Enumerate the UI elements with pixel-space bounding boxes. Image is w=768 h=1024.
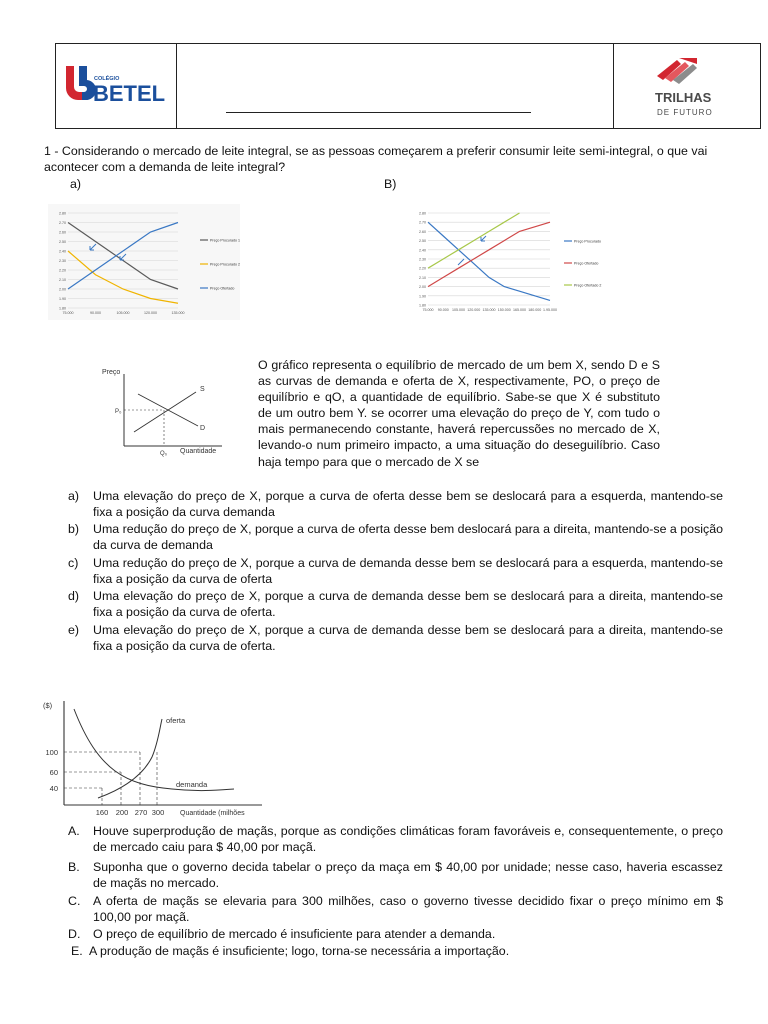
- trilhas-arrowhead-icon: [679, 58, 697, 64]
- apples-demand-label: demanda: [176, 780, 208, 789]
- chartB-xtick: 150.000: [497, 308, 511, 312]
- partner-line2: DE FUTURO: [657, 108, 713, 117]
- chart-apples: [40, 697, 270, 819]
- document-header: [55, 43, 761, 129]
- question-2-paragraph: O gráfico representa o equilíbrio de mercado de um bem X, sendo D e S as curvas de demanda e oferta de X, respectivamente, PO, o preço de equilíbrio e qO, a quantidade de equilíbrio. Sabe-se que X é substituto de um outro bem Y. se ocorrer uma elevação do preço de Y, com tudo o mais permanecendo constante, haverá repercussões no mercado de X, levando-o num primeiro impacto, a uma situação do deseguilíbrio. Caso haja tempo para que o mercado de X se: [258, 358, 660, 469]
- chartA-ytick: 1.90: [59, 297, 66, 301]
- chartA-ytick: 1.80: [59, 306, 66, 311]
- q3-option-text: Suponha que o governo decida tabelar o preço da maça em $ 40,00 por unidade; nesse caso, haveria escassez de maçãs no mercado.: [93, 860, 723, 891]
- q3-option-key: A.: [68, 824, 80, 838]
- q3-option-b[interactable]: [68, 859, 723, 891]
- partner-line1: TRILHAS: [655, 90, 712, 105]
- apples-xtick: 200: [115, 808, 129, 817]
- sd-demand-label: D: [200, 425, 206, 432]
- chartB-xtick: 75.000: [422, 308, 434, 312]
- chartB-xtick: 1.95.000: [543, 308, 557, 312]
- chartB-ytick: 2.60: [419, 229, 426, 234]
- q2-option-b[interactable]: [68, 521, 723, 553]
- chartA-legend-label: Preço Ofertado: [210, 286, 235, 291]
- chartB-xtick: 90.000: [437, 308, 449, 312]
- sd-eq-price-label: P₀: [115, 409, 122, 415]
- q2-option-text: Uma elevação do preço de X, porque a curva de demanda desse bem se deslocará para a direita, mantendo-se fixa a posição da curva de oferta.: [93, 623, 723, 654]
- apples-ylabel: ($): [43, 701, 53, 710]
- q2-option-key: c): [68, 556, 79, 570]
- q2-option-d[interactable]: [68, 588, 723, 620]
- chartA-xtick: 120.000: [144, 311, 157, 315]
- partner-logo-cell: [613, 44, 759, 127]
- sd-ylabel: Preço: [102, 369, 121, 376]
- q2-option-text: Uma elevação do preço de X, porque a curva de oferta desse bem se deslocará para a esquerda, mantendo-se fixa a posição da curva demanda: [93, 489, 723, 520]
- chartA-ytick: 2.20: [59, 268, 66, 273]
- apples-xlabel: Quantidade (milhões: [180, 810, 245, 817]
- q3-option-c[interactable]: [68, 893, 723, 925]
- apples-ytick: 100: [45, 748, 58, 757]
- chartB-xtick: 135.000: [482, 308, 496, 312]
- apples-ytick: 60: [49, 768, 58, 777]
- chart-a-label: a): [70, 177, 82, 191]
- apples-xtick: 160: [95, 808, 109, 817]
- q3-option-text: Houve superprodução de maçãs, porque as condições climáticas foram favoráveis e, consequentemente, o preço de mercado caiu para $ 40,00 por maçã.: [93, 824, 723, 855]
- q3-option-key: B.: [68, 860, 80, 874]
- chartA-legend-label: Preço Procurado 1: [210, 238, 240, 243]
- chartB-ytick: 2.70: [419, 220, 426, 225]
- chartB-xtick: 165.000: [513, 308, 526, 312]
- q2-option-key: e): [68, 623, 80, 637]
- sd-xlabel: Quantidade: [180, 448, 217, 455]
- chartA-ytick: 2.30: [59, 259, 66, 263]
- q3-option-d[interactable]: [68, 926, 723, 942]
- q2-option-text: Uma redução do preço de X, porque a curva de demanda desse bem se deslocará para a esquerda, mantendo-se fixa a posição da curva de oferta: [93, 556, 723, 587]
- chart-a: [48, 204, 240, 320]
- sd-demand-curve: [138, 394, 198, 426]
- chartA-legend-label: Preço Procurado 2: [210, 262, 240, 267]
- chartB-ytick: 2.50: [419, 239, 426, 244]
- q3-option-text: O preço de equilíbrio de mercado é insuficiente para atender a demanda.: [93, 927, 496, 941]
- chartA-ytick: 2.80: [59, 211, 66, 216]
- sd-supply-label: S: [200, 386, 205, 393]
- chartB-xtick: 180.000: [528, 308, 542, 312]
- chart-b-label: B): [384, 177, 397, 191]
- q3-option-key: C.: [68, 894, 81, 908]
- chart-b: [412, 205, 608, 315]
- q2-option-c[interactable]: [68, 555, 723, 587]
- q2-option-e[interactable]: [68, 622, 723, 654]
- q2-option-a[interactable]: [68, 488, 723, 520]
- chartA-ytick: 2.40: [59, 249, 66, 254]
- q2-option-text: Uma elevação do preço de X, porque a curva de demanda desse bem se deslocará para a direita, mantendo-se fixa a posição da curva de oferta.: [93, 589, 723, 620]
- chartB-ytick: 2.80: [419, 211, 426, 216]
- chartB-legend-label: Preço Ofertado: [574, 261, 599, 266]
- chartA-ytick: 2.00: [59, 287, 66, 292]
- name-line[interactable]: [226, 112, 531, 113]
- chartB-ytick: 1.90: [419, 294, 426, 299]
- chartB-xtick: 105.000: [452, 308, 465, 312]
- q2-option-key: a): [68, 489, 80, 503]
- chartB-ytick: 2.40: [419, 248, 426, 253]
- logo-brand-text: BETEL: [93, 81, 166, 106]
- chartA-xtick: 75.000: [62, 311, 74, 315]
- chartB-ytick: 2.10: [419, 275, 426, 280]
- apples-demand-curve: [74, 709, 234, 791]
- chartA-ytick: 2.10: [59, 278, 66, 282]
- apples-supply-label: oferta: [166, 716, 186, 725]
- sd-eq-qty-label: Q₀: [160, 451, 168, 457]
- trilhas-logo: [613, 44, 759, 128]
- betel-logo: [56, 44, 174, 128]
- chartA-ytick: 2.50: [59, 240, 66, 244]
- chartA-ytick: 2.70: [59, 221, 66, 225]
- chartB-ytick: 1.80: [419, 303, 426, 308]
- sd-supply-curve: [134, 392, 196, 432]
- q3-option-text: A produção de maçãs é insuficiente; logo, torna-se necessária a importação.: [89, 944, 510, 958]
- chartB-legend-label: Preço Ofertado 2: [574, 283, 602, 288]
- chartB-legend-label: Preço Procurado: [574, 239, 601, 244]
- chartB-ytick: 2.20: [419, 266, 426, 271]
- chartB-ytick: 2.00: [419, 285, 426, 290]
- chart-supply-demand: [92, 362, 252, 460]
- q2-option-text: Uma redução do preço de X, porque a curva de oferta desse bem deslocará para a direita, mantendo-se a posição da curva de demanda: [93, 522, 723, 553]
- school-logo-cell: [56, 44, 177, 128]
- question-1-text: 1 - Considerando o mercado de leite integral, se as pessoas começarem a preferir consumir leite semi-integral, o que vai acontecer com a demanda de leite integral?: [44, 144, 708, 174]
- q2-option-key: d): [68, 589, 80, 603]
- q3-option-key: D.: [68, 927, 81, 941]
- chartA-xtick: 90.000: [90, 311, 101, 315]
- q2-option-key: b): [68, 522, 80, 536]
- q3-option-e[interactable]: [71, 943, 726, 959]
- chartB-ytick: 2.30: [419, 257, 426, 262]
- name-cell: [176, 44, 614, 128]
- chartB-xtick: 120.000: [467, 308, 481, 312]
- apples-ytick: 40: [49, 784, 58, 793]
- q3-option-key: E.: [71, 944, 83, 958]
- apples-xtick: 270: [134, 808, 148, 817]
- q3-option-a[interactable]: [68, 823, 723, 855]
- chartA-ytick: 2.60: [59, 230, 66, 235]
- chartA-xtick: 105.000: [116, 311, 130, 315]
- chartA-xtick: 135.000: [171, 311, 185, 315]
- q3-option-text: A oferta de maçãs se elevaria para 300 milhões, caso o governo tivesse decidido fixar o preço mínimo em $ 100,00 por maçã.: [93, 894, 723, 925]
- logo-small-text: COLÉGIO: [94, 76, 120, 82]
- apples-xtick: 300: [151, 808, 165, 817]
